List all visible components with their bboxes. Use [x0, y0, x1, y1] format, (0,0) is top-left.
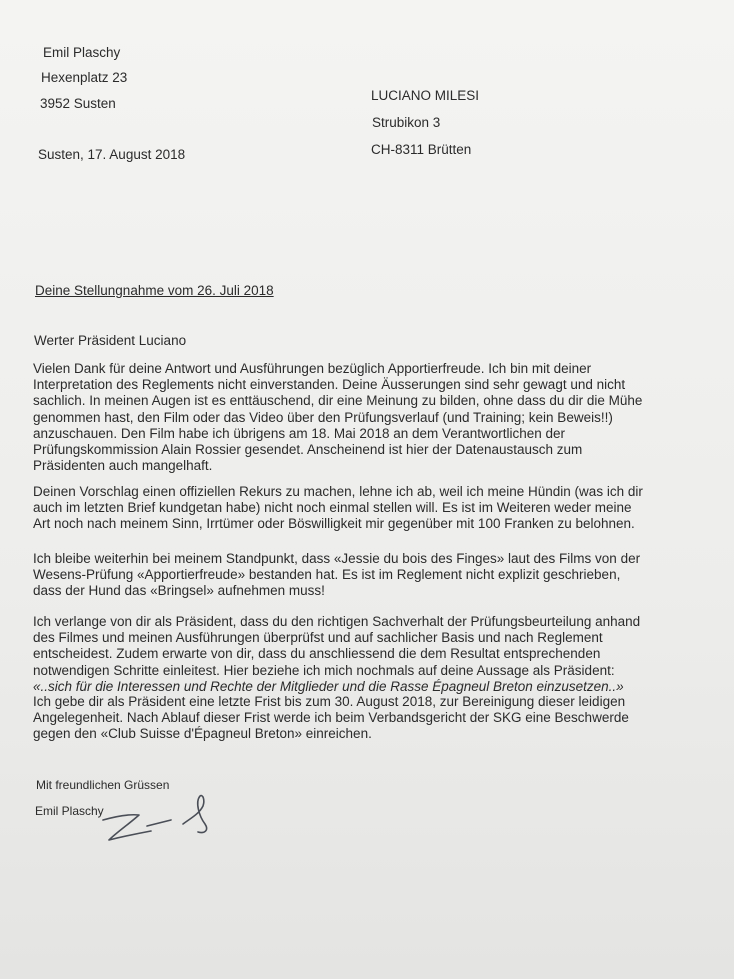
paragraph-3	[33, 551, 693, 600]
paragraph-line: auch im letzten Brief kundgetan habe) nicht noch einmal stellen will. Es ist im Weiteren weder meine	[33, 500, 632, 516]
paragraph-line: Ich bleibe weiterhin bei meinem Standpunkt, dass «Jessie du bois des Finges» laut des Films von der	[33, 551, 641, 566]
paragraph-line: Präsidenten auch mangelhaft.	[33, 458, 213, 474]
paragraph-5	[33, 694, 693, 743]
paragraph-line: entscheidest. Zudem erwarte von dir, dass du anschliessend die dem Resultat entsprechenden	[33, 646, 601, 662]
paragraph-line: gegen den «Club Suisse d'Épagneul Breton» einreichen.	[33, 726, 372, 742]
sender-street: Hexenplatz 23	[41, 70, 128, 85]
paragraph-line: sachlich. In meinen Augen ist es enttäuschend, dir eine Meinung zu bilden, ohne dass du dir die Mühe	[33, 393, 643, 409]
sender-city: 3952 Susten	[40, 96, 116, 111]
recipient-city: CH-8311 Brütten	[371, 142, 472, 157]
closing-phrase: Mit freundlichen Grüssen	[36, 778, 170, 792]
quoted-statement: «..sich für die Interessen und Rechte der Mitglieder und die Rasse Épagneul Breton einzusetzen..»	[33, 678, 624, 694]
date-line: Susten, 17. August 2018	[38, 147, 186, 162]
paragraph-line: dass der Hund das «Bringsel» aufnehmen muss!	[33, 583, 325, 599]
paragraph-line: Ich gebe dir als Präsident eine letzte Frist bis zum 30. August 2018, zur Bereinigung dieser leidigen	[33, 694, 626, 709]
paragraph-line: notwendigen Schritte einleitest. Hier beziehe ich mich nochmals auf deine Aussage als Präsident:	[33, 662, 615, 678]
signer-name: Emil Plaschy	[35, 804, 104, 818]
paragraph-line: Ich verlange von dir als Präsident, dass du den richtigen Sachverhalt der Prüfungsbeurteilung anhand	[33, 614, 641, 629]
paragraph-line: genommen hast, den Film oder das Video über den Prüfungsverlauf (und Training; kein Beweis!!)	[33, 409, 613, 425]
recipient-name: LUCIANO MILESI	[371, 88, 480, 103]
paragraph-line: Vielen Dank für deine Antwort und Ausführungen bezüglich Apportierfreude. Ich bin mit deiner	[33, 361, 592, 376]
paragraph-line: des Filmes und meinen Ausführungen überprüfst und auf sachlicher Basis und nach Reglement	[33, 630, 603, 646]
paragraph-line: Angelegenheit. Nach Ablauf dieser Frist werde ich beim Verbandsgericht der SKG eine Beschwerde	[33, 710, 629, 726]
paragraph-2	[33, 484, 693, 533]
paragraph-line: Wesens-Prüfung «Apportierfreude» bestanden hat. Es ist im Reglement nicht explizit geschrieben,	[33, 567, 621, 583]
sender-name: Emil Plaschy	[43, 45, 121, 60]
paragraph-4	[33, 614, 693, 695]
paragraph-line: Art noch nach meinem Sinn, Irrtümer oder Böswilligkeit mir gegenüber mit 100 Franken zu belohnen.	[33, 516, 635, 532]
handwritten-signature	[95, 790, 225, 860]
subject-line: Deine Stellungnahme vom 26. Juli 2018	[35, 283, 274, 298]
paragraph-1	[33, 361, 693, 474]
paragraph-line: Prüfungskommission Alain Rossier gesendet. Anscheinend ist hier der Datenaustausch zum	[33, 442, 583, 458]
salutation: Werter Präsident Luciano	[34, 333, 187, 348]
paragraph-line: Deinen Vorschlag einen offiziellen Rekurs zu machen, lehne ich ab, weil ich meine Hündin (was ich dir	[33, 484, 643, 499]
paragraph-line: Interpretation des Reglements nicht einverstanden. Deine Äusserungen sind sehr gewagt und nicht	[33, 377, 626, 393]
recipient-street: Strubikon 3	[372, 115, 441, 130]
paragraph-line: anzuschauen. Den Film habe ich übrigens am 18. Mai 2018 an dem Verantwortlichen der	[33, 425, 566, 441]
